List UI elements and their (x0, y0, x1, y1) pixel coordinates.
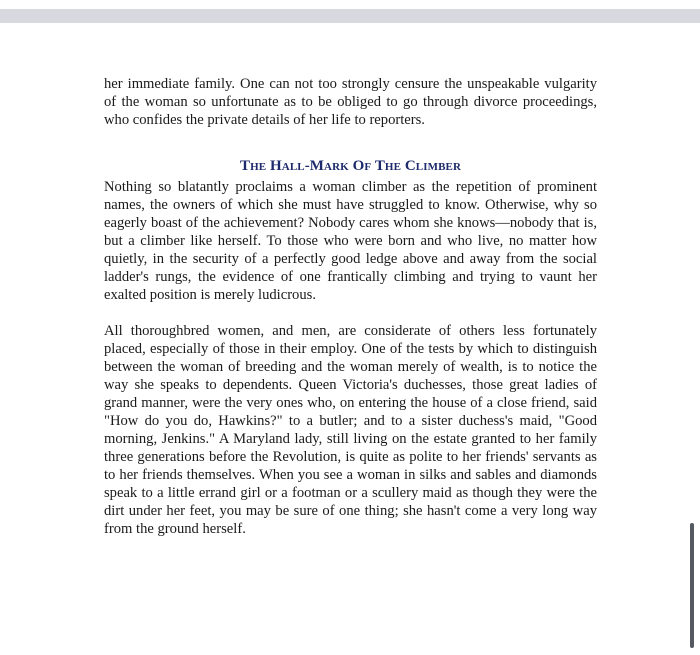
vertical-scrollbar[interactable] (690, 523, 694, 648)
document-page (104, 75, 597, 538)
section-heading-text: The Hall-Mark Of The Climber (239, 158, 462, 174)
paragraph-climber: Nothing so blatantly proclaims a woman climber as the repetition of prominent names, the owners of which she must have struggled to know. Otherwise, why so eagerly boast of the achievement? Nobody cares whom she knows—nobody that is, but a climber like herself. To those who were born and who live, no matter how quietly, in the security of a perfectly good ledge above and away from the social ladder's rungs, the evidence of one frantically climbing and trying to vaunt her exalted position is merely ludicrous. (104, 179, 597, 303)
section-heading (104, 157, 597, 175)
top-toolbar-bar (0, 9, 700, 23)
paragraph-thoroughbred: All thoroughbred women, and men, are considerate of others less fortunately placed, especially of those in their employ. One of the tests by which to distinguish between the woman of breeding and the woman merely of wealth, is to notice the way she speaks to dependents. Queen Victoria's duchesses, those great ladies of grand manner, were the very ones who, on entering the house of a close friend, said "How do you do, Hawkins?" to a butler; and to a sister duchess's maid, "Good morning, Jenkins." A Maryland lady, still living on the estate granted to her family three generations before the Revolution, is quite as polite to her friends' servants as to her friends themselves. When you see a woman in silks and sables and diamonds speak to a little errand girl or a footman or a scullery maid as though they were the dirt under her feet, you may be sure of one thing; she hasn't come a very long way from the ground herself. (104, 323, 597, 537)
paragraph-intro: her immediate family. One can not too strongly censure the unspeakable vulgarity of the woman so unfortunate as to be obliged to go through divorce proceedings, who confides the private details of her life to reporters. (104, 76, 597, 128)
